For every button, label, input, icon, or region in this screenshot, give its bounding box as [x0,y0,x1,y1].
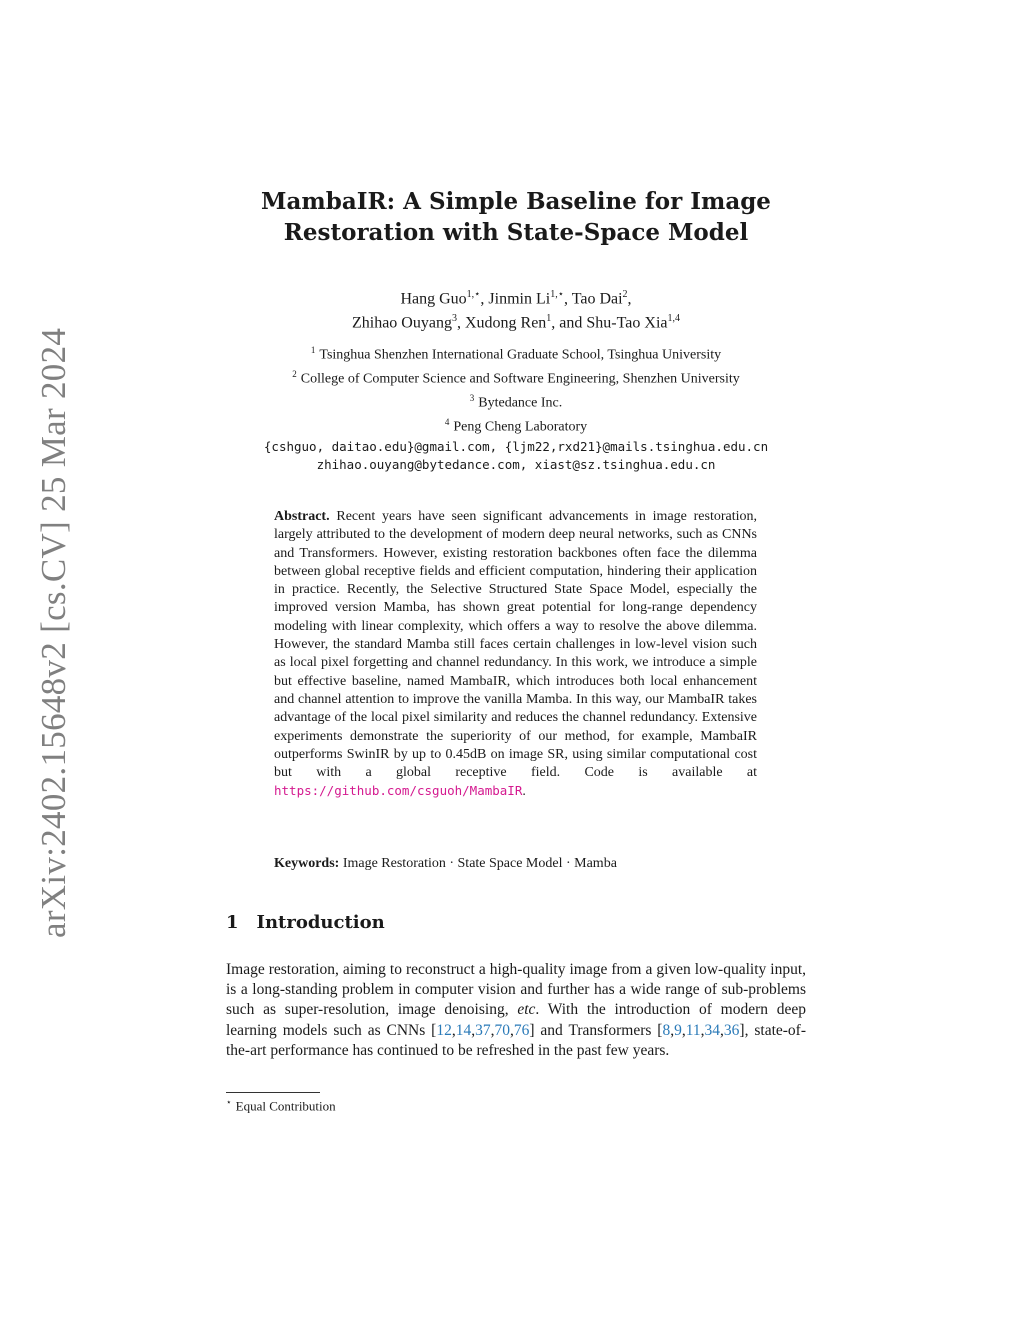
footnote [226,1097,336,1114]
abstract-text: Recent years have seen significant advancements in image restoration, largely attributed to the development of modern deep neural networks, such as CNNs and Transformers. However, existing restoration backbones often face the dilemma between global receptive fields and efficient computation, hindering their application in practice. Recently, the Selective Structured State Space Model, especially the improved version Mamba, has shown great potential for long-range dependency modeling with linear complexity, which offers a way to resolve the above dilemma. However, the standard Mamba still faces certain challenges in low-level vision such as local pixel forgetting and channel redundancy. In this work, we introduce a simple but effective baseline, named MambaIR, which introduces both local enhancement and channel attention to improve the vanilla Mamba. In this way, our MambaIR takes advantage of the local pixel similarity and reduces the channel redundancy. Extensive experiments demonstrate the superiority of our method, for example, MambaIR outperforms SwinIR by up to 0.45dB on image SR, using similar computational cost but with a global receptive field. Code is available at [274,509,758,781]
citation-link[interactable]: 37 [475,1021,491,1039]
keywords-text: Image Restoration · State Space Model · Mamba [342,856,617,871]
citation-link[interactable]: 70 [494,1021,510,1039]
section-number: 1 [226,912,239,933]
email-line: zhihao.ouyang@bytedance.com, xiast@sz.tsinghua.edu.cn [316,457,716,473]
footnote-mark: ⋆ [226,1097,232,1107]
citation-link[interactable]: 76 [513,1021,530,1039]
footnote-divider [226,1092,320,1093]
arxiv-identifier: arXiv:2402.15648v2 [cs.CV] 25 Mar 2024 [34,327,73,938]
intro-paragraph: Image restoration, aiming to reconstruct a high-quality image from a given low-quality input, is a long-standing problem in computer vision and further has a wide range of sub-problems such as super-resolution, image denoising, etc. With the introduction of modern deep learning models such as CNNs [12,14,37,70,76] and Transformers [8,9,11,34,36], state-of-the-art performance has continued to be refreshed in the past few years. [226,961,806,1059]
footnote-text: Equal Contribution [235,1098,336,1114]
author-name: Zhihao Ouyang [351,314,452,332]
keywords-label: Keywords: [274,856,340,871]
citation-link[interactable]: 11 [685,1021,701,1039]
title-line-2: Restoration with State-Space Model [283,219,749,246]
author-name: Hang Guo [400,290,467,308]
affiliation: $^3$ Bytedance Inc. [469,393,563,411]
code-link[interactable]: https://github.com/csguoh/MambaIR [274,783,523,799]
citation-link[interactable]: 34 [704,1021,721,1039]
author-list: Hang Guo$^{1,⋆}$, Jinmin $Li^{1,⋆}$, Tao Dai$^2$, Zhihao Ouyang$^3$, Xudong Ren$^1$, and Shu-Tao Xia$^{1,4}$ [351,289,680,332]
abstract: Abstract. Recent years have seen significant advancements in image restoration, largely attributed to the development of modern deep neural networks, such as CNNs and Transformers. However, existing restoration backbones often face the dilemma between global receptive fields and efficient computation, hindering their application in practice. Recently, the Selective Structured State Space Model, especially the improved version Mamba, has shown great potential for long-range dependency modeling with linear complexity, which offers a way to resolve the above dilemma. However, the standard Mamba still faces certain challenges in low-level vision such as local pixel forgetting and channel redundancy. In this work, we introduce a simple but effective baseline, named MambaIR, which introduces both local enhancement and channel attention to improve the vanilla Mamba. In this way, our MambaIR takes advantage of the local pixel similarity and reduces the channel redundancy. Extensive experiments demonstrate the superiority of our method, for example, MambaIR outperforms SwinIR by up to 0.45dB on image SR, using similar computational cost but with a global receptive field. Code is available at https://github.com/csguoh/MambaIR. [274,509,758,800]
author-name: Xudong Ren [464,314,547,332]
citation-link[interactable]: 14 [455,1021,472,1039]
author-name: Shu-Tao Xia [586,314,668,332]
citation-link[interactable]: 12 [436,1021,452,1039]
affiliation: $^4$ Peng Cheng Laboratory [444,417,588,436]
abstract-label: Abstract. [274,509,330,524]
affiliation: $^1$ Tsinghua Shenzhen International Graduate School, Tsinghua University [310,345,722,363]
author-name: Tao Dai [571,290,623,308]
citation-link[interactable]: 8 [662,1021,671,1039]
title-line-1: MambaIR: A Simple Baseline for Image [261,188,771,215]
affiliation: $^2$ College of Computer Science and Software Engineering, Shenzhen University [292,369,740,387]
section-title: Introduction [256,912,385,933]
section-heading [226,912,385,933]
author-name: Jinmin Li [488,290,551,308]
email-line: {cshguo, daitao.edu}@gmail.com, {ljm22,rxd21}@mails.tsinghua.edu.cn [263,438,769,454]
citation-link[interactable]: 9 [674,1021,682,1039]
paper-title [226,186,806,248]
affiliations [226,341,806,475]
keywords [274,856,757,872]
citation-link[interactable]: 36 [723,1021,740,1039]
